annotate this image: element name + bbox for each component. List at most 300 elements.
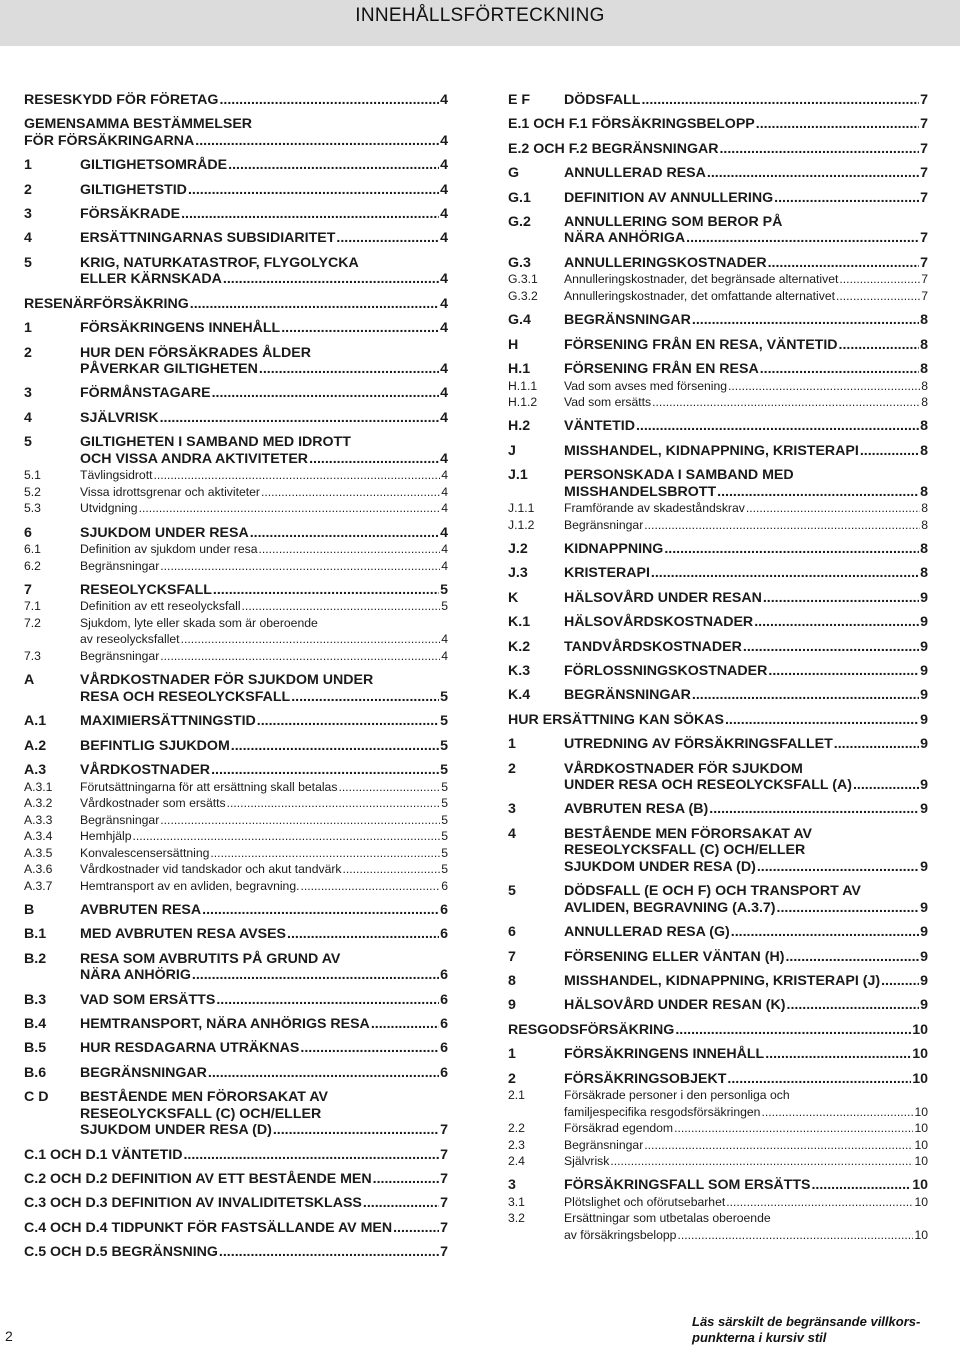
toc-entry — [508, 997, 928, 1014]
toc-entry-page: 7 — [440, 1122, 448, 1139]
toc-entry-page: 9 — [920, 638, 928, 655]
toc-entry — [24, 1147, 448, 1164]
toc-entry-number: A.3.2 — [24, 796, 53, 811]
toc-entry-number: B.5 — [24, 1040, 47, 1057]
toc-entry — [24, 345, 448, 378]
toc-entry-title: Framförande av skadeståndskrav — [564, 501, 745, 516]
toc-entry — [508, 614, 928, 631]
toc-entry-number: 6 — [24, 524, 32, 541]
toc-entry-title: BEGRÄNSNINGAR — [80, 1064, 207, 1081]
toc-dot-leader — [192, 967, 439, 984]
toc-dot-leader — [725, 712, 919, 729]
toc-entry-number: B.4 — [24, 1015, 47, 1032]
toc-dot-leader — [213, 582, 439, 599]
toc-dot-leader — [785, 949, 919, 966]
toc-entry-title: Vissa idrottsgrenar och aktiviteter — [80, 484, 260, 499]
toc-entry-title: Begränsningar — [80, 558, 160, 573]
toc-entry-title: FÖRSÄKRADE — [80, 206, 181, 223]
toc-entry-title: HÄLSOVÅRD UNDER RESAN — [564, 589, 762, 606]
toc-entry — [508, 443, 928, 460]
toc-entry-title: MISSHANDEL, KIDNAPPNING, KRISTERAPI (J) — [564, 972, 881, 989]
toc-entry-title: FÖRSÄKRINGSOBJEKT — [564, 1070, 727, 1087]
toc-entry-title: GILTIGHETSOMRÅDE — [80, 157, 228, 174]
toc-entry — [24, 255, 448, 288]
toc-dot-leader — [664, 541, 919, 558]
toc-entry-page: 5 — [440, 713, 448, 730]
toc-entry-title: SJUKDOM UNDER RESA (D) — [564, 858, 756, 875]
toc-dot-leader — [188, 182, 439, 199]
toc-entry-page: 8 — [920, 361, 928, 378]
toc-entry-number: 7 — [24, 581, 32, 598]
toc-entry-title: Vårdkostnader vid tandskador och akut tandvärk — [80, 862, 342, 877]
toc-entry-title: GILTIGHETEN I SAMBAND MED IDROTT — [80, 434, 351, 451]
toc-entry — [508, 1087, 928, 1120]
toc-entry-title: PÅVERKAR GILTIGHETEN — [80, 361, 258, 378]
toc-entry — [24, 762, 448, 779]
toc-entry-page: 4 — [441, 558, 448, 573]
toc-entry-number: A.3.7 — [24, 878, 53, 893]
toc-dot-leader — [160, 812, 440, 829]
toc-entry — [24, 598, 448, 615]
toc-dot-leader — [208, 1065, 439, 1082]
toc-entry — [508, 590, 928, 607]
toc-entry-number: G.3.2 — [508, 288, 538, 303]
toc-entry-page: 5 — [440, 581, 448, 598]
toc-entry-title: Vårdkostnader som ersätts — [80, 796, 226, 811]
toc-entry-title: RESGODSFÖRSÄKRING — [508, 1021, 675, 1038]
toc-dot-leader — [761, 1104, 913, 1121]
toc-entry — [24, 1195, 448, 1212]
toc-entry — [24, 434, 448, 467]
toc-entry — [24, 738, 448, 755]
footnote-line: punkterna i kursiv stil — [692, 1330, 827, 1345]
toc-dot-leader — [139, 500, 441, 517]
toc-entry-page: 7 — [920, 189, 928, 206]
toc-entry-title: ERSÄTTNINGARNAS SUBSIDIARITET — [80, 230, 336, 247]
toc-entry-page: 9 — [920, 736, 928, 753]
toc-entry — [508, 337, 928, 354]
toc-entry-number: A.2 — [24, 737, 47, 754]
toc-entry-title: Tävlingsidrott — [80, 468, 153, 483]
toc-entry — [24, 648, 448, 665]
toc-dot-leader — [281, 320, 439, 337]
toc-dot-leader — [641, 92, 919, 109]
toc-entry-page: 7 — [440, 1219, 448, 1236]
toc-entry-number: 2.1 — [508, 1088, 525, 1102]
toc-entry-number: 8 — [508, 972, 516, 989]
toc-dot-leader — [259, 541, 441, 558]
toc-entry-page: 8 — [921, 517, 928, 532]
toc-dot-leader — [651, 565, 919, 582]
toc-entry-number: 1 — [508, 1046, 516, 1063]
toc-entry — [508, 687, 928, 704]
toc-dot-leader — [709, 801, 919, 818]
toc-entry-title: MISSHANDELSBROTT — [564, 483, 717, 500]
toc-dot-leader — [707, 165, 919, 182]
toc-entry-page: 6 — [440, 926, 448, 943]
toc-entry-number: B.3 — [24, 991, 47, 1008]
toc-entry-title: Självrisk — [564, 1154, 610, 1168]
toc-entry — [24, 672, 448, 705]
toc-entry — [24, 558, 448, 575]
toc-entry — [24, 795, 448, 812]
toc-dot-leader — [853, 777, 919, 794]
toc-entry-number: E F — [508, 92, 531, 108]
toc-entry-title: E.1 OCH F.1 FÖRSÄKRINGSBELOPP — [508, 116, 755, 133]
toc-entry-page: 5 — [441, 779, 448, 794]
toc-dot-leader — [839, 337, 920, 354]
toc-entry-number: J.1 — [508, 467, 528, 484]
toc-entry — [508, 116, 928, 133]
page-number: 2 — [5, 1328, 13, 1344]
toc-dot-leader — [291, 689, 439, 706]
toc-entry-number: 6 — [508, 924, 516, 941]
toc-entry — [24, 1040, 448, 1057]
toc-entry-page: 9 — [920, 997, 928, 1014]
toc-entry-title: FÖRSÄKRINGENS INNEHÅLL — [80, 320, 281, 337]
toc-entry — [508, 1046, 928, 1063]
toc-entry-page: 6 — [440, 1015, 448, 1032]
toc-dot-leader — [250, 525, 439, 542]
toc-entry-page: 5 — [440, 737, 448, 754]
toc-entry-number: 2.2 — [508, 1121, 525, 1135]
toc-dot-leader — [768, 663, 919, 680]
toc-entry-number: G — [508, 165, 520, 182]
toc-entry-page: 8 — [920, 541, 928, 558]
toc-entry-title: BEGRÄNSNINGAR — [564, 687, 691, 704]
toc-entry-number: 3 — [508, 801, 516, 818]
toc-entry — [24, 951, 448, 984]
toc-entry-page: 6 — [440, 901, 448, 918]
toc-entry — [508, 92, 928, 109]
toc-entry-title: VAD SOM ERSÄTTS — [80, 991, 216, 1008]
toc-entry — [508, 1210, 928, 1243]
toc-entry-page: 8 — [921, 501, 928, 516]
toc-dot-leader — [160, 410, 440, 427]
toc-entry-title: familjespecifika resgodsförsäkringen — [564, 1104, 761, 1119]
toc-entry-title: RESA OCH RESEOLYCKSFALL — [80, 688, 291, 705]
toc-entry — [508, 883, 928, 916]
toc-entry-title: Definition av ett reseolycksfall — [80, 599, 241, 614]
toc-entry-title: C.2 OCH D.2 DEFINITION AV ETT BESTÅENDE MEN — [24, 1170, 372, 1187]
toc-dot-leader — [860, 443, 919, 460]
toc-entry-page: 6 — [440, 991, 448, 1008]
toc-entry — [508, 639, 928, 656]
toc-entry-number: 5.1 — [24, 468, 41, 483]
toc-entry-number: K.3 — [508, 663, 531, 680]
toc-entry-page: 5 — [440, 688, 448, 705]
toc-dot-leader — [371, 1016, 439, 1033]
toc-entry — [508, 924, 928, 941]
toc-entry-number: G.3 — [508, 254, 531, 271]
toc-right-column — [508, 88, 928, 1243]
toc-dot-leader — [728, 378, 920, 395]
toc-entry — [508, 1137, 928, 1154]
toc-entry — [508, 565, 928, 582]
toc-entry — [24, 116, 448, 149]
toc-entry — [508, 712, 928, 729]
toc-entry-title: DÖDSFALL — [564, 92, 641, 108]
toc-entry-page: 6 — [440, 1040, 448, 1057]
toc-entry-page: 8 — [920, 336, 928, 353]
toc-entry-page: 7 — [921, 288, 928, 303]
toc-dot-leader — [692, 312, 919, 329]
toc-dot-leader — [181, 631, 441, 648]
toc-entry-page: 4 — [440, 385, 448, 402]
toc-entry-title: AVBRUTEN RESA (B) — [564, 801, 709, 818]
toc-dot-leader — [763, 590, 919, 607]
toc-entry-page: 10 — [914, 1154, 928, 1168]
toc-entry-title: av reseolycksfallet — [80, 632, 180, 647]
toc-entry-title: Ersättningar som utbetalas oberoende — [564, 1211, 771, 1226]
toc-entry — [508, 1022, 928, 1039]
toc-dot-leader — [195, 133, 439, 150]
toc-entry-title: Vad som avses med försening — [564, 378, 728, 393]
toc-entry-number: 4 — [24, 409, 32, 426]
toc-dot-leader — [727, 1071, 911, 1088]
toc-dot-leader — [754, 614, 919, 631]
toc-entry-number: 2.4 — [508, 1154, 525, 1168]
toc-entry-number: 6.1 — [24, 542, 41, 557]
toc-entry — [24, 1220, 448, 1237]
toc-entry — [24, 1089, 448, 1139]
toc-entry-page: 7 — [440, 1146, 448, 1163]
toc-entry-number: J.1.1 — [508, 501, 535, 516]
toc-dot-leader — [219, 92, 439, 109]
toc-entry-page: 5 — [441, 599, 448, 614]
toc-entry — [24, 1171, 448, 1188]
toc-entry-title: NÄRA ANHÖRIGA — [564, 230, 686, 247]
toc-entry-title: KRISTERAPI — [564, 565, 650, 582]
toc-entry-page: 4 — [440, 271, 448, 288]
toc-entry-page: 9 — [920, 924, 928, 941]
toc-entry-number: 2 — [508, 1070, 516, 1087]
toc-dot-leader — [257, 713, 439, 730]
toc-entry-title: Begränsningar — [80, 812, 160, 827]
toc-entry-title: RESESKYDD FÖR FÖRETAG — [24, 92, 219, 108]
toc-entry-title: SJUKDOM UNDER RESA — [80, 524, 249, 541]
toc-entry-number: A.1 — [24, 713, 47, 730]
toc-entry-number: B.2 — [24, 950, 47, 967]
toc-dot-leader — [242, 598, 441, 615]
toc-dot-leader — [839, 271, 920, 288]
toc-dot-leader — [373, 1171, 439, 1188]
toc-entry-title: Begränsningar — [564, 1137, 644, 1152]
toc-entry-page: 7 — [440, 1244, 448, 1261]
toc-entry-title: KRIG, NATURKATASTROF, FLYGOLYCKA — [80, 254, 359, 271]
toc-entry-title: FÖRLOSSNINGSKOSTNADER — [564, 663, 768, 680]
toc-entry — [508, 312, 928, 329]
toc-entry-page: 4 — [441, 501, 448, 516]
toc-dot-leader — [811, 1177, 911, 1194]
toc-entry-title: Sjukdom, lyte eller skada som är oberoende — [80, 615, 318, 630]
toc-entry-title: FÖRSÄKRINGENS INNEHÅLL — [564, 1046, 765, 1063]
toc-dot-leader — [216, 992, 439, 1009]
toc-dot-leader — [674, 1120, 913, 1137]
toc-entry-title: BEFINTLIG SJUKDOM — [80, 737, 230, 754]
toc-entry-number: 5 — [24, 254, 32, 271]
toc-entry-page: 4 — [440, 450, 448, 467]
toc-entry — [508, 801, 928, 818]
toc-dot-leader — [787, 997, 920, 1014]
toc-entry-title: SJUKDOM UNDER RESA (D) — [80, 1122, 272, 1139]
toc-entry-page: 4 — [441, 632, 448, 647]
toc-entry-page: 7 — [440, 1170, 448, 1187]
toc-entry — [24, 878, 448, 895]
toc-entry — [508, 541, 928, 558]
toc-entry-title: HUR RESDAGARNA UTRÄKNAS — [80, 1040, 300, 1057]
toc-entry-title: Vad som ersätts — [564, 395, 652, 410]
toc-entry-page: 7 — [920, 165, 928, 182]
toc-entry-number: H — [508, 336, 519, 353]
toc-entry-number: 2 — [24, 344, 32, 361]
toc-dot-leader — [231, 738, 439, 755]
toc-dot-leader — [756, 116, 919, 133]
toc-dot-leader — [211, 762, 439, 779]
toc-entry-page: 9 — [920, 972, 928, 989]
toc-entry — [24, 92, 448, 109]
toc-entry-page: 8 — [920, 418, 928, 435]
toc-entry-number: 3 — [24, 385, 32, 402]
toc-entry-page: 7 — [920, 116, 928, 133]
toc-entry-number: 1 — [508, 736, 516, 753]
toc-entry — [508, 1177, 928, 1194]
toc-dot-leader — [731, 924, 919, 941]
toc-entry-number: 7.1 — [24, 599, 41, 614]
toc-entry-number: 3 — [508, 1177, 516, 1194]
toc-entry-number: 3 — [24, 206, 32, 223]
toc-entry-number: B.6 — [24, 1064, 47, 1081]
toc-entry-page: 6 — [440, 1064, 448, 1081]
toc-entry-title: ANNULLERING SOM BEROR PÅ — [564, 213, 783, 230]
toc-entry-title: RESA SOM AVBRUTITS PÅ GRUND AV — [80, 950, 341, 967]
toc-entry-page: 9 — [920, 687, 928, 704]
toc-entry — [508, 500, 928, 517]
toc-entry-page: 4 — [440, 295, 448, 312]
toc-entry-number: K.4 — [508, 687, 531, 704]
toc-dot-leader — [774, 190, 919, 207]
toc-entry-page: 10 — [912, 1021, 928, 1038]
toc-entry-number: B — [24, 901, 35, 918]
toc-entry-page: 5 — [441, 845, 448, 860]
toc-entry-page: 5 — [441, 812, 448, 827]
toc-entry — [508, 255, 928, 272]
toc-entry — [24, 206, 448, 223]
toc-entry-page: 5 — [440, 762, 448, 779]
toc-entry-title: Annulleringskostnader, det begränsade alternativet — [564, 272, 839, 287]
toc-entry-page: 8 — [920, 312, 928, 329]
toc-entry-title: AVBRUTEN RESA — [80, 901, 202, 918]
toc-entry — [508, 361, 928, 378]
toc-entry-number: A.3.3 — [24, 812, 53, 827]
toc-dot-leader — [636, 418, 919, 435]
toc-entry — [508, 736, 928, 753]
toc-dot-leader — [343, 861, 441, 878]
toc-entry-title: MISSHANDEL, KIDNAPPNING, KRISTERAPI — [564, 442, 859, 459]
toc-entry-title: UNDER RESA OCH RESEOLYCKSFALL (A) — [564, 777, 852, 794]
toc-entry-number: J.2 — [508, 541, 528, 558]
toc-entry — [24, 230, 448, 247]
toc-entry-number: H.2 — [508, 418, 531, 435]
toc-dot-leader — [160, 648, 440, 665]
toc-entry-title: MAXIMIERSÄTTNINGSTID — [80, 713, 256, 730]
toc-entry-page: 9 — [920, 614, 928, 631]
toc-dot-leader — [652, 394, 920, 411]
toc-entry-title: UTREDNING AV FÖRSÄKRINGSFALLET — [564, 736, 833, 753]
toc-dot-leader — [223, 271, 439, 288]
toc-dot-leader — [336, 230, 439, 247]
toc-dot-leader — [777, 900, 920, 917]
toc-entry — [508, 467, 928, 500]
toc-entry-number: 7.2 — [24, 615, 41, 630]
toc-entry — [508, 418, 928, 435]
toc-dot-leader — [757, 859, 919, 876]
toc-entry-page: 4 — [440, 361, 448, 378]
toc-entry — [508, 271, 928, 288]
toc-entry-number: A.3.6 — [24, 862, 53, 877]
toc-dot-leader — [273, 1122, 439, 1139]
toc-entry-number: A.3.5 — [24, 845, 53, 860]
toc-entry-title: VÅRDKOSTNADER — [80, 762, 211, 779]
toc-entry-title: SJÄLVRISK — [80, 409, 159, 426]
toc-entry-title: Hemtransport av en avliden, begravning. — [80, 878, 300, 893]
toc-entry-title: VÄNTETID — [564, 418, 635, 435]
toc-entry-page: 4 — [440, 92, 448, 108]
toc-entry-page: 9 — [920, 777, 928, 794]
toc-entry-title: TANDVÅRDSKOSTNADER — [564, 638, 742, 655]
toc-entry — [24, 541, 448, 558]
toc-entry-title: RESEOLYCKSFALL (C) OCH/ELLER — [564, 842, 806, 859]
toc-entry-number: 3.1 — [508, 1194, 525, 1209]
toc-entry-title: E.2 OCH F.2 BEGRÄNSNINGAR — [508, 140, 719, 157]
toc-entry-page: 4 — [440, 132, 448, 149]
toc-entry-page: 7 — [920, 254, 928, 271]
toc-entry — [508, 761, 928, 794]
toc-dot-leader — [768, 255, 920, 272]
toc-entry-page: 5 — [441, 862, 448, 877]
toc-dot-leader — [644, 1137, 913, 1154]
toc-entry-number: K.1 — [508, 614, 531, 631]
toc-entry-title: C.4 OCH D.4 TIDPUNKT FÖR FASTSÄLLANDE AV MEN — [24, 1219, 393, 1236]
toc-entry-number: A.3.4 — [24, 829, 53, 844]
toc-entry-page: 7 — [921, 272, 928, 287]
toc-entry-title: av försäkringsbelopp — [564, 1227, 677, 1242]
toc-entry-page: 7 — [920, 92, 928, 108]
toc-entry-title: Plötslighet och oförutsebarhet — [564, 1194, 726, 1209]
toc-dot-leader — [212, 385, 440, 402]
toc-entry-number: 1 — [24, 157, 32, 174]
toc-entry — [24, 410, 448, 427]
toc-entry-page: 10 — [912, 1046, 928, 1063]
toc-entry — [508, 949, 928, 966]
toc-entry-page: 7 — [920, 230, 928, 247]
toc-dot-leader — [717, 484, 919, 501]
toc-entry-page: 4 — [441, 542, 448, 557]
toc-dot-leader — [287, 926, 439, 943]
toc-entry — [24, 484, 448, 501]
toc-entry-page: 9 — [920, 711, 928, 728]
toc-dot-leader — [228, 157, 439, 174]
toc-dot-leader — [686, 230, 919, 247]
toc-dot-leader — [301, 878, 441, 895]
toc-entry-title: FÖRSÄKRINGSFALL SOM ERSÄTTS — [564, 1177, 811, 1194]
toc-entry-number: 5 — [24, 434, 32, 451]
toc-entry-number: 5 — [508, 883, 516, 900]
toc-entry — [508, 1071, 928, 1088]
toc-entry-page: 10 — [912, 1070, 928, 1087]
toc-entry — [24, 828, 448, 845]
toc-dot-leader — [338, 779, 440, 796]
